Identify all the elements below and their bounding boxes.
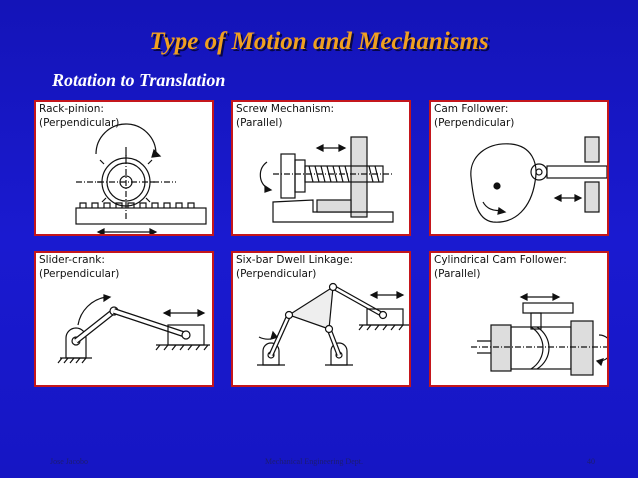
slider-crank-diagram	[36, 253, 214, 387]
panel-screw-mechanism	[231, 100, 411, 236]
panel-subtitle: (Perpendicular)	[236, 268, 317, 280]
footer-page-number: 40	[587, 457, 595, 466]
footer-author: Jose Jacobo	[50, 457, 88, 466]
panel-six-bar-dwell-linkage	[231, 251, 411, 387]
panel-slider-crank	[34, 251, 214, 387]
panel-title: Cam Follower:	[434, 103, 509, 115]
screw-mechanism-diagram	[233, 102, 411, 236]
panel-title: Rack-pinion:	[39, 103, 104, 115]
six-bar-dwell-linkage-diagram	[233, 253, 411, 387]
panel-subtitle: (Parallel)	[236, 117, 283, 129]
panel-rack-pinion	[34, 100, 214, 236]
cylindrical-cam-follower-diagram	[431, 253, 609, 387]
footer-department: Mechanical Engineering Dept.	[265, 457, 363, 466]
panel-cylindrical-cam-follower	[429, 251, 609, 387]
panel-subtitle: (Perpendicular)	[39, 268, 120, 280]
panel-subtitle: (Perpendicular)	[434, 117, 515, 129]
panel-subtitle: (Perpendicular)	[39, 117, 120, 129]
panel-title: Slider-crank:	[39, 254, 105, 266]
slide-title: Type of Motion and Mechanisms	[149, 28, 489, 55]
panel-cam-follower	[429, 100, 609, 236]
panel-title: Six-bar Dwell Linkage:	[236, 254, 354, 266]
panel-title: Cylindrical Cam Follower:	[434, 254, 567, 266]
slide-subtitle: Rotation to Translation	[52, 70, 226, 90]
panel-title: Screw Mechanism:	[236, 103, 335, 115]
cam-follower-diagram	[431, 102, 609, 236]
panel-subtitle: (Parallel)	[434, 268, 481, 280]
rack-pinion-diagram	[36, 102, 214, 236]
